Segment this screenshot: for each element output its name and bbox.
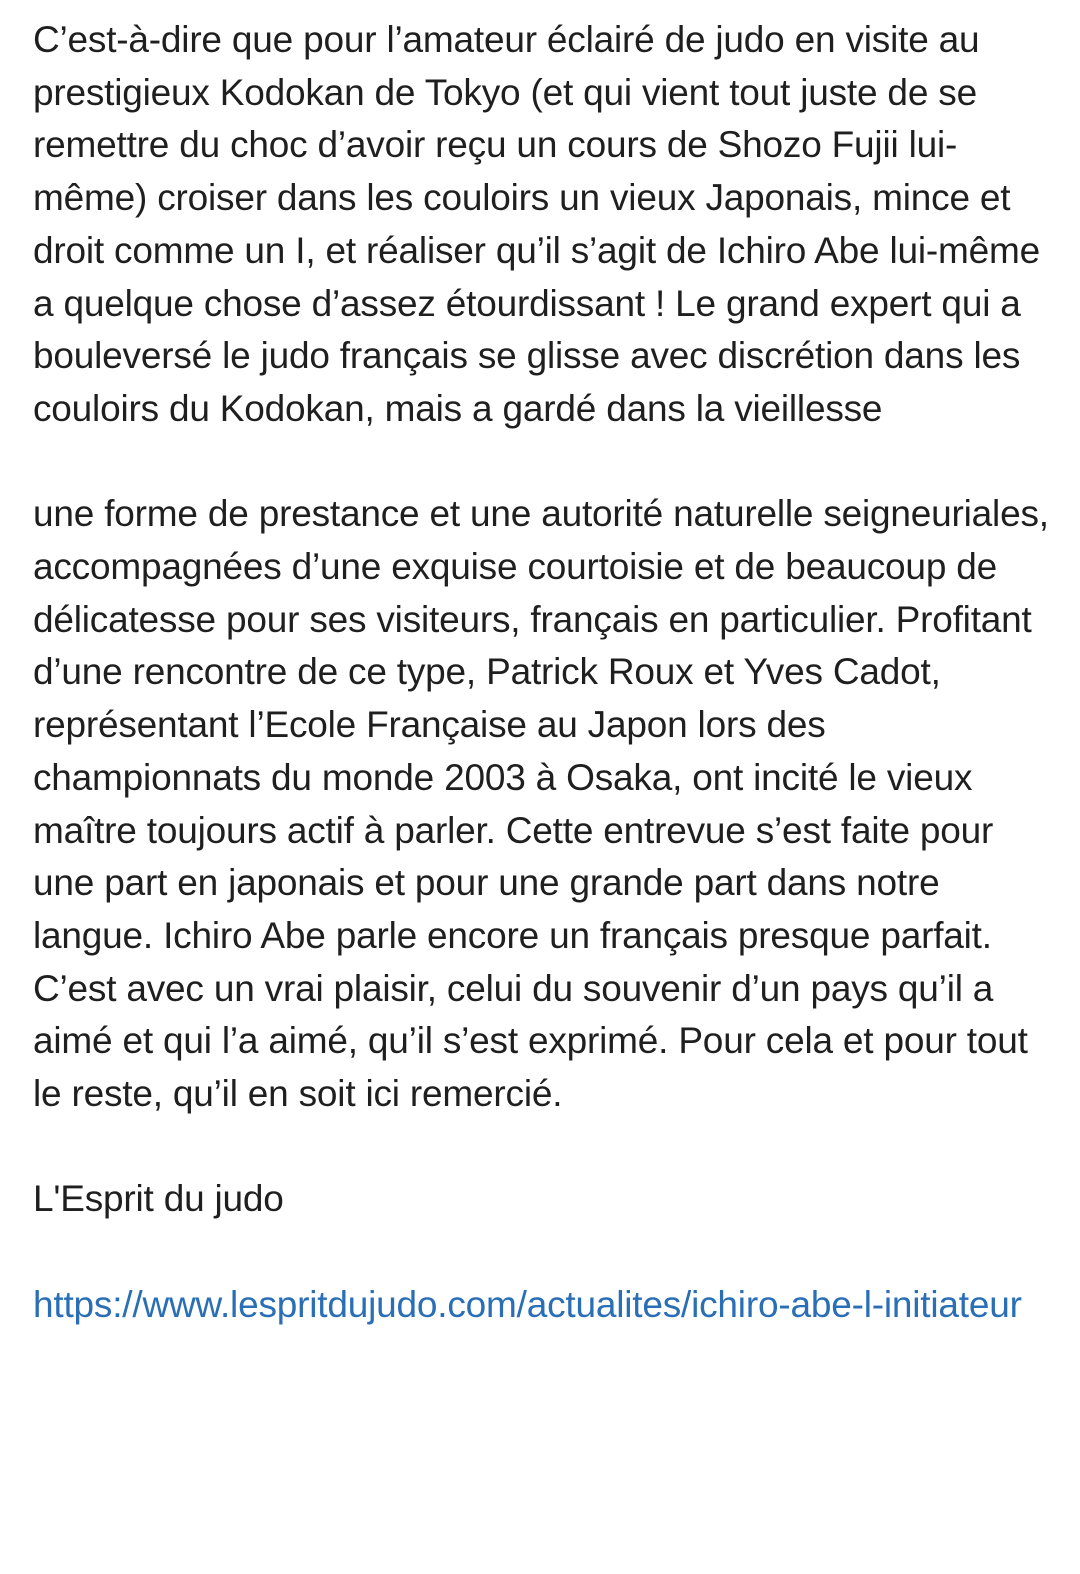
paragraph-main: une forme de prestance et une autorité naturelle seigneuriales, accompagnées d’une exquise courtoisie et de beaucoup de délicatesse pour ses visiteurs, français en particulier. Profitant d’une rencontre de ce type, Patrick Roux et Yves Cadot, représentant l’Ecole Française au Japon lors des championnats du monde 2003 à Osaka, ont incité le vieux maître toujours actif à parler. Cette entrevue s’est faite pour une part en japonais et pour une grande part dans notre langue. Ichiro Abe parle encore un français presque parfait. C’est avec un vrai plaisir, celui du souvenir d’un pays qu’il a aimé et qui l’a aimé, qu’il s’est exprimé. Pour cela et pour tout le reste, qu’il en soit ici remercié. <box>33 493 1049 1115</box>
paragraph-intro: C’est-à-dire que pour l’amateur éclairé de judo en visite au prestigieux Kodokan de Tokyo (et qui vient tout juste de se remettre du choc d’avoir reçu un cours de Shozo Fujii lui-même) croiser dans les couloirs un vieux Japonais, mince et droit comme un I, et réaliser qu’il s’agit de Ichiro Abe lui-même a quelque chose d’assez étourdissant ! Le grand expert qui a bouleversé le judo français se glisse avec discrétion dans les couloirs du Kodokan, mais a gardé dans la vieillesse <box>33 19 1040 429</box>
paragraph-spacer <box>33 1226 1053 1279</box>
paragraph-spacer <box>33 1121 1053 1174</box>
source-signature: L'Esprit du judo <box>33 1178 284 1220</box>
message-body <box>33 14 1053 1332</box>
article-link[interactable]: https://www.lespritdujudo.com/actualites/ichiro-abe-l-initiateur <box>33 1283 1022 1325</box>
paragraph-spacer <box>33 436 1053 489</box>
